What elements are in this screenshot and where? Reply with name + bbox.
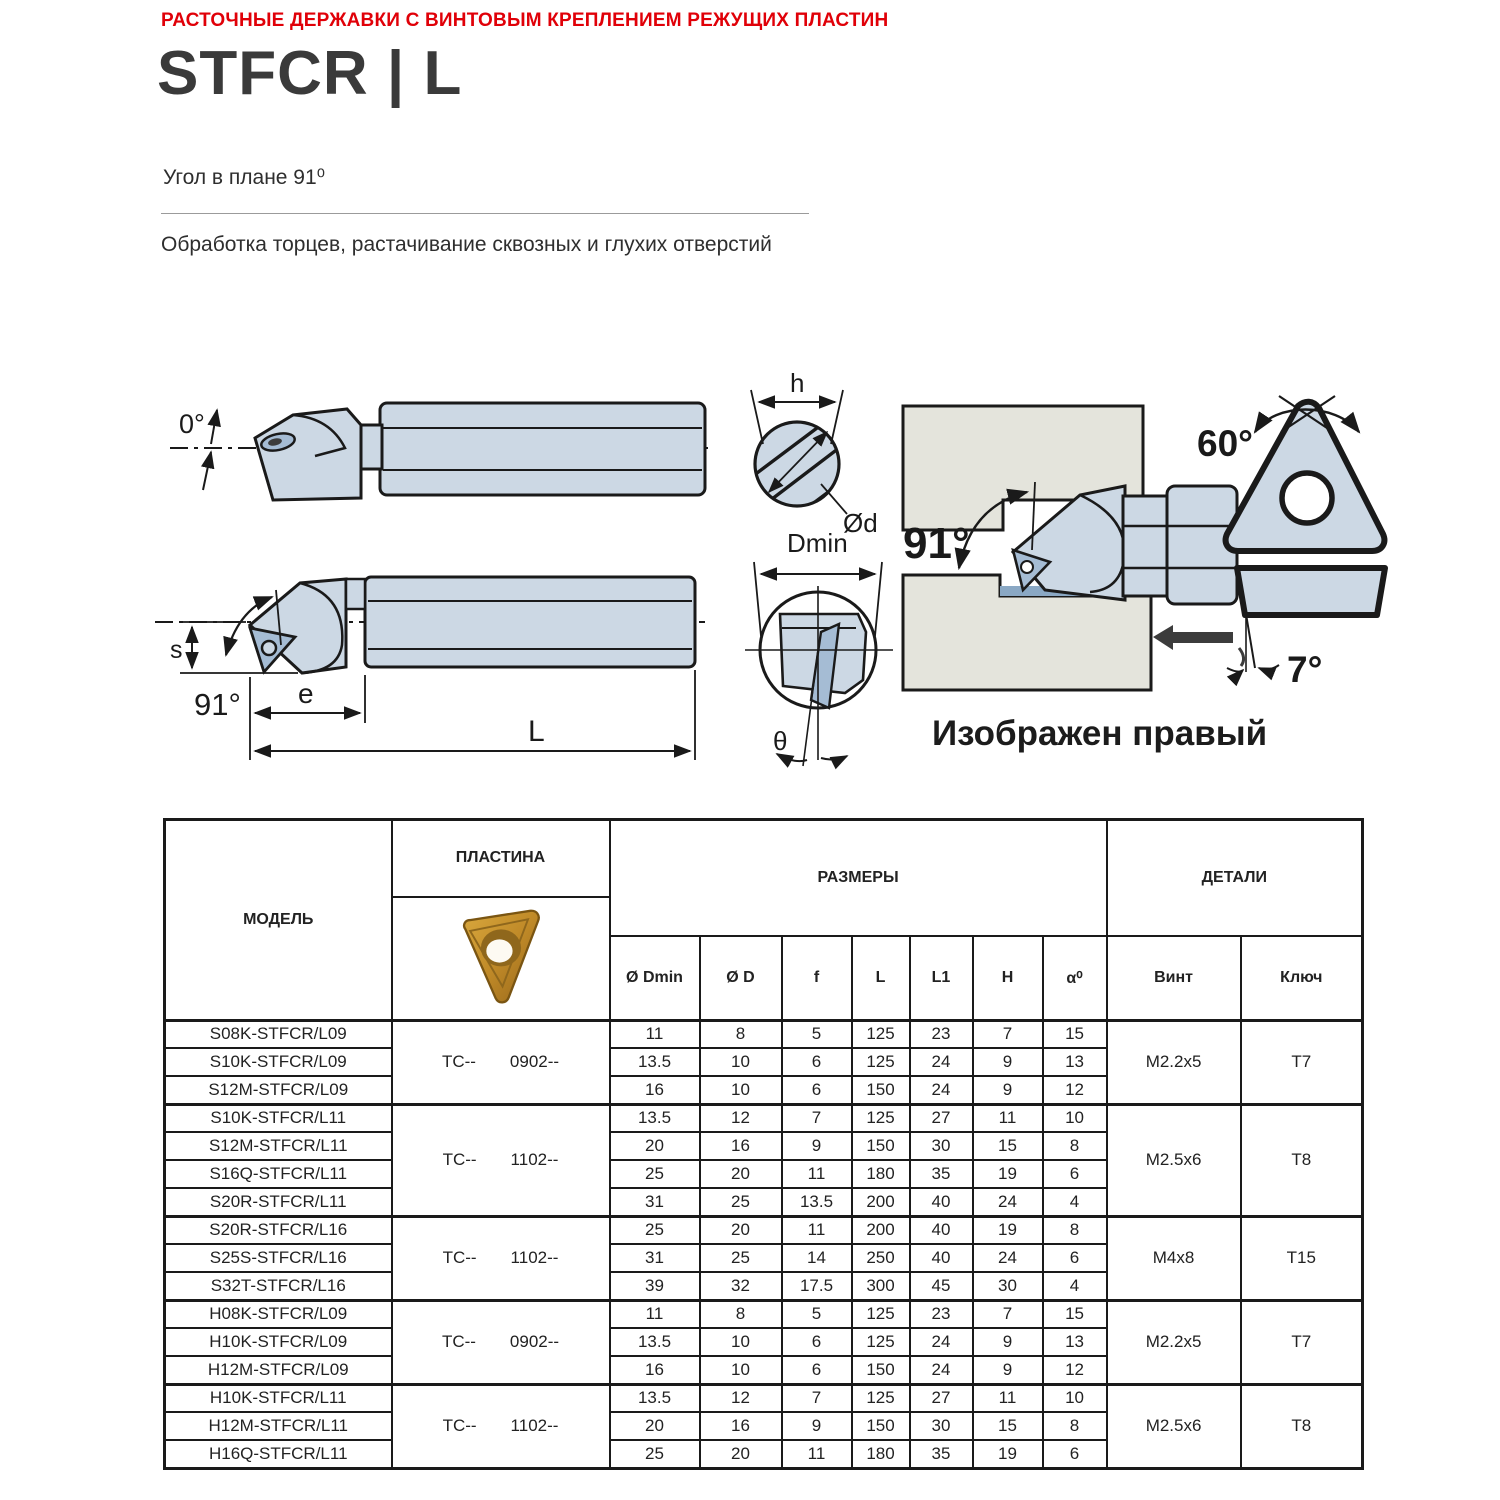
dim-cell-6: 6 [1043, 1160, 1107, 1188]
dim-cell-6: 10 [1043, 1384, 1107, 1412]
dim-cell-5: 24 [973, 1188, 1043, 1216]
plate-prefix: TC-- [442, 1248, 477, 1267]
dim-cell-0: 31 [610, 1244, 700, 1272]
model-cell: S16Q-STFCR/L11 [165, 1160, 392, 1188]
dim-cell-5: 19 [973, 1440, 1043, 1468]
plate-code: 0902-- [509, 1052, 560, 1071]
dim-cell-4: 24 [910, 1328, 973, 1356]
dim-cell-1: 25 [700, 1188, 782, 1216]
plate-code: 1102-- [510, 1416, 559, 1435]
dim-cell-0: 25 [610, 1216, 700, 1244]
drawing-insert-side [1225, 560, 1395, 700]
insert-photo [441, 900, 561, 1012]
dim-cell-2: 6 [782, 1356, 852, 1384]
angle-7-arrow-left [1227, 668, 1243, 672]
dim-cell-6: 6 [1043, 1440, 1107, 1468]
plate-code: 0902-- [509, 1332, 560, 1351]
dim-cell-4: 30 [910, 1132, 973, 1160]
dim-cell-5: 9 [973, 1328, 1043, 1356]
dim-cell-5: 19 [973, 1160, 1043, 1188]
dim-cell-5: 30 [973, 1272, 1043, 1300]
dim-cell-4: 40 [910, 1244, 973, 1272]
size-col-header-3: L [852, 936, 910, 1020]
s-label: s [170, 636, 183, 664]
divider-line [161, 213, 809, 214]
dim-cell-2: 13.5 [782, 1188, 852, 1216]
model-cell: S12M-STFCR/L09 [165, 1076, 392, 1104]
dim-cell-1: 10 [700, 1076, 782, 1104]
dim-cell-6: 8 [1043, 1412, 1107, 1440]
dim-cell-0: 11 [610, 1300, 700, 1328]
feed-arrow [1153, 625, 1233, 650]
col-header-sizes: РАЗМЕРЫ [610, 820, 1107, 936]
dim-cell-4: 35 [910, 1440, 973, 1468]
insert-wedge [1237, 568, 1385, 615]
dim-cell-3: 125 [852, 1328, 910, 1356]
plate-photo-cell [392, 897, 610, 1021]
dim-cell-3: 180 [852, 1440, 910, 1468]
dim-cell-1: 10 [700, 1356, 782, 1384]
dim-cell-2: 5 [782, 1020, 852, 1048]
dim-cell-0: 20 [610, 1412, 700, 1440]
insert-hole [1282, 473, 1332, 523]
plate-cell [392, 1104, 610, 1216]
dim-cell-5: 15 [973, 1412, 1043, 1440]
dim-cell-3: 125 [852, 1048, 910, 1076]
dim-cell-3: 125 [852, 1300, 910, 1328]
theta-label: θ [773, 726, 788, 756]
dim-cell-6: 13 [1043, 1328, 1107, 1356]
model-cell: H12M-STFCR/L11 [165, 1412, 392, 1440]
dim-cell-6: 12 [1043, 1356, 1107, 1384]
model-cell: S32T-STFCR/L16 [165, 1272, 392, 1300]
dim-cell-6: 6 [1043, 1244, 1107, 1272]
dim-cell-2: 7 [782, 1104, 852, 1132]
model-cell: S08K-STFCR/L09 [165, 1020, 392, 1048]
dim-cell-3: 150 [852, 1412, 910, 1440]
dim-cell-4: 23 [910, 1300, 973, 1328]
dim-cell-2: 7 [782, 1384, 852, 1412]
dim-cell-3: 150 [852, 1076, 910, 1104]
size-col-header-6: α⁰ [1043, 936, 1107, 1020]
screw-cell: M2.5x6 [1107, 1384, 1241, 1468]
dim-cell-0: 25 [610, 1160, 700, 1188]
plate-prefix: TC-- [441, 1332, 476, 1351]
detail-col-header-1: Ключ [1241, 936, 1363, 1020]
size-col-header-0: Ø Dmin [610, 936, 700, 1020]
plate-cell [392, 1216, 610, 1300]
key-cell: T8 [1241, 1384, 1363, 1468]
col-header-details: ДЕТАЛИ [1107, 820, 1363, 936]
table-row [165, 1216, 1363, 1244]
header-row-1 [165, 820, 1363, 897]
dim-cell-0: 11 [610, 1020, 700, 1048]
dim-cell-5: 15 [973, 1132, 1043, 1160]
dim-cell-2: 11 [782, 1440, 852, 1468]
dim-cell-1: 8 [700, 1020, 782, 1048]
insert-hole [1021, 561, 1033, 573]
dim-cell-2: 11 [782, 1216, 852, 1244]
shank [380, 403, 705, 495]
drawing-bar-angled [150, 555, 710, 790]
dim-cell-3: 125 [852, 1104, 910, 1132]
dim-cell-0: 16 [610, 1076, 700, 1104]
drawing-bar-straight [165, 378, 715, 568]
dim-cell-2: 14 [782, 1244, 852, 1272]
dim-cell-5: 11 [973, 1104, 1043, 1132]
dim-cell-5: 24 [973, 1244, 1043, 1272]
dim-cell-3: 250 [852, 1244, 910, 1272]
angle-zero-arrow-top [211, 410, 217, 444]
size-col-header-5: H [973, 936, 1043, 1020]
h-label: h [790, 372, 805, 398]
dim-cell-1: 10 [700, 1048, 782, 1076]
dim-cell-2: 9 [782, 1412, 852, 1440]
dim-cell-6: 4 [1043, 1188, 1107, 1216]
drawing-section-round [735, 372, 890, 540]
dim-cell-0: 13.5 [610, 1328, 700, 1356]
dim-cell-2: 17.5 [782, 1272, 852, 1300]
angle-91-main-label: 91° [903, 519, 970, 568]
plate-prefix: TC-- [441, 1052, 476, 1071]
dim-cell-1: 16 [700, 1132, 782, 1160]
detail-col-header-0: Винт [1107, 936, 1241, 1020]
e-label: e [298, 678, 314, 709]
dim-cell-6: 10 [1043, 1104, 1107, 1132]
dim-cell-1: 12 [700, 1104, 782, 1132]
dim-cell-0: 25 [610, 1440, 700, 1468]
table-row [165, 1020, 1363, 1048]
dim-cell-5: 7 [973, 1300, 1043, 1328]
plate-prefix: TC-- [442, 1150, 477, 1169]
dim-cell-6: 13 [1043, 1048, 1107, 1076]
model-cell: S10K-STFCR/L11 [165, 1104, 392, 1132]
dim-cell-1: 8 [700, 1300, 782, 1328]
dim-cell-6: 8 [1043, 1132, 1107, 1160]
dim-cell-3: 125 [852, 1384, 910, 1412]
dim-cell-2: 6 [782, 1048, 852, 1076]
dim-cell-1: 16 [700, 1412, 782, 1440]
dim-cell-4: 27 [910, 1104, 973, 1132]
dim-cell-6: 8 [1043, 1216, 1107, 1244]
model-cell: S12M-STFCR/L11 [165, 1132, 392, 1160]
angle-91-side-label: 91° [194, 687, 241, 722]
dim-cell-3: 200 [852, 1188, 910, 1216]
dim-cell-4: 24 [910, 1048, 973, 1076]
theta-arrow-right [821, 756, 847, 760]
dim-cell-6: 4 [1043, 1272, 1107, 1300]
col-header-plate: ПЛАСТИНА [392, 820, 610, 897]
drawing-insert-front [1195, 388, 1395, 566]
dim-cell-1: 20 [700, 1216, 782, 1244]
angle-zero-arrow-bottom [203, 452, 211, 490]
table-row [165, 1384, 1363, 1412]
insert-hole [262, 641, 276, 655]
dim-cell-4: 27 [910, 1384, 973, 1412]
dim-cell-1: 32 [700, 1272, 782, 1300]
dim-cell-3: 150 [852, 1356, 910, 1384]
dmin-label: Dmin [787, 528, 848, 558]
shank [365, 577, 695, 667]
spec-table [163, 818, 1364, 1470]
drawing-caption: Изображен правый [932, 714, 1268, 753]
dim-cell-6: 15 [1043, 1020, 1107, 1048]
dim-cell-2: 5 [782, 1300, 852, 1328]
dim-cell-3: 200 [852, 1216, 910, 1244]
model-cell: H16Q-STFCR/L11 [165, 1440, 392, 1468]
model-cell: H10K-STFCR/L09 [165, 1328, 392, 1356]
model-cell: H12M-STFCR/L09 [165, 1356, 392, 1384]
page-subtitle: Угол в плане 91⁰ [163, 166, 326, 189]
dim-cell-1: 20 [700, 1440, 782, 1468]
dim-cell-3: 300 [852, 1272, 910, 1300]
size-col-header-2: f [782, 936, 852, 1020]
dim-cell-0: 13.5 [610, 1048, 700, 1076]
angle-60-label: 60° [1197, 423, 1253, 464]
plate-cell [392, 1300, 610, 1384]
dim-cell-1: 10 [700, 1328, 782, 1356]
dim-cell-3: 125 [852, 1020, 910, 1048]
model-cell: H08K-STFCR/L09 [165, 1300, 392, 1328]
key-cell: T8 [1241, 1104, 1363, 1216]
table-row [165, 1104, 1363, 1132]
dim-cell-2: 11 [782, 1160, 852, 1188]
dim-cell-4: 30 [910, 1412, 973, 1440]
dim-cell-5: 9 [973, 1076, 1043, 1104]
dim-cell-0: 31 [610, 1188, 700, 1216]
dim-cell-0: 20 [610, 1132, 700, 1160]
model-cell: S25S-STFCR/L16 [165, 1244, 392, 1272]
dim-cell-0: 13.5 [610, 1384, 700, 1412]
dim-cell-4: 45 [910, 1272, 973, 1300]
head-notch [346, 579, 365, 609]
dim-cell-0: 39 [610, 1272, 700, 1300]
page-kicker: РАСТОЧНЫЕ ДЕРЖАВКИ С ВИНТОВЫМ КРЕПЛЕНИЕМ РЕЖУЩИХ ПЛАСТИН [161, 10, 889, 31]
dim-cell-5: 9 [973, 1356, 1043, 1384]
screw-cell: M2.5x6 [1107, 1104, 1241, 1216]
dim-cell-6: 12 [1043, 1076, 1107, 1104]
dim-cell-2: 6 [782, 1328, 852, 1356]
model-cell: S10K-STFCR/L09 [165, 1048, 392, 1076]
plate-cell [392, 1384, 610, 1468]
dim-cell-4: 40 [910, 1216, 973, 1244]
screw-cell: M4x8 [1107, 1216, 1241, 1300]
page-description: Обработка торцев, растачивание сквозных и глухих отверстий [161, 233, 772, 256]
model-cell: H10K-STFCR/L11 [165, 1384, 392, 1412]
plate-prefix: TC-- [442, 1416, 477, 1435]
dim-cell-1: 25 [700, 1244, 782, 1272]
model-cell: S20R-STFCR/L11 [165, 1188, 392, 1216]
table-row [165, 1300, 1363, 1328]
plate-code: 1102-- [510, 1150, 559, 1169]
L-label: L [528, 715, 545, 748]
key-cell: T7 [1241, 1020, 1363, 1104]
dim-cell-5: 9 [973, 1048, 1043, 1076]
plate-code: 1102-- [510, 1248, 559, 1267]
dim-cell-1: 12 [700, 1384, 782, 1412]
dim-cell-3: 180 [852, 1160, 910, 1188]
angle-7-label: 7° [1287, 649, 1323, 690]
dim-cell-4: 35 [910, 1160, 973, 1188]
dim-cell-4: 40 [910, 1188, 973, 1216]
screw-cell: M2.2x5 [1107, 1300, 1241, 1384]
key-cell: T7 [1241, 1300, 1363, 1384]
od-label: Ød [843, 508, 878, 538]
col-header-model: МОДЕЛЬ [165, 820, 392, 1021]
dim-cell-2: 6 [782, 1076, 852, 1104]
screw-cell: M2.2x5 [1107, 1020, 1241, 1104]
drawing-section-dmin [725, 528, 915, 783]
angle-zero-label: 0° [179, 409, 205, 439]
plate-cell [392, 1020, 610, 1104]
dim-cell-3: 150 [852, 1132, 910, 1160]
dim-cell-5: 7 [973, 1020, 1043, 1048]
key-cell: T15 [1241, 1216, 1363, 1300]
angle-7-arrow-right [1259, 665, 1279, 669]
page-title: STFCR | L [157, 39, 463, 108]
dim-cell-4: 24 [910, 1356, 973, 1384]
dim-cell-6: 15 [1043, 1300, 1107, 1328]
model-cell: S20R-STFCR/L16 [165, 1216, 392, 1244]
dim-cell-5: 19 [973, 1216, 1043, 1244]
dim-extension-lines [250, 670, 695, 760]
tool-neck [1123, 496, 1167, 596]
size-col-header-1: Ø D [700, 936, 782, 1020]
dim-cell-4: 24 [910, 1076, 973, 1104]
dim-cell-0: 13.5 [610, 1104, 700, 1132]
dim-cell-2: 9 [782, 1132, 852, 1160]
dim-cell-0: 16 [610, 1356, 700, 1384]
dim-cell-4: 23 [910, 1020, 973, 1048]
size-col-header-4: L1 [910, 936, 973, 1020]
dim-cell-1: 20 [700, 1160, 782, 1188]
dim-cell-5: 11 [973, 1384, 1043, 1412]
